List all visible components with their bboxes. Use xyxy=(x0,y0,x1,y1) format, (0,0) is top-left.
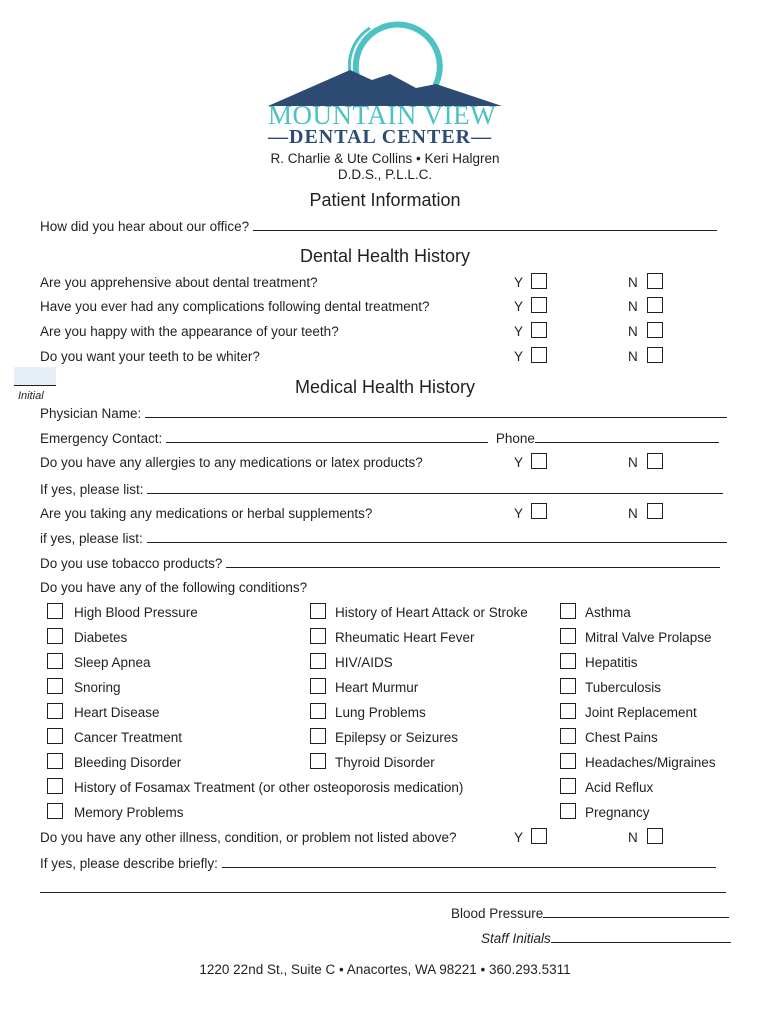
describe-row xyxy=(40,855,716,872)
dental-q2: Have you ever had any complications following dental treatment? xyxy=(40,299,430,314)
dental-q4-yes-label: Y xyxy=(514,349,524,364)
condition-checkbox-heart-murmur[interactable] xyxy=(310,678,326,694)
other-illness-question: Do you have any other illness, condition, or problem not listed above? xyxy=(40,830,457,845)
dental-q1-yes-checkbox[interactable] xyxy=(531,273,547,289)
describe-label: If yes, please describe briefly: xyxy=(40,856,218,871)
condition-checkbox-asthma[interactable] xyxy=(560,603,576,619)
dental-q3-yes-label: Y xyxy=(514,324,524,339)
condition-checkbox-hiv-aids[interactable] xyxy=(310,653,326,669)
dental-q2-yes-label: Y xyxy=(514,299,524,314)
condition-label-joint-replacement: Joint Replacement xyxy=(585,705,697,720)
medications-list-row xyxy=(40,530,727,547)
allergies-list-row xyxy=(40,481,723,498)
condition-checkbox-hepatitis[interactable] xyxy=(560,653,576,669)
patient-info-heading: Patient Information xyxy=(309,190,461,210)
dental-q3: Are you happy with the appearance of your teeth? xyxy=(40,324,339,339)
condition-label-sleep-apnea: Sleep Apnea xyxy=(74,655,151,670)
condition-label-cancer-treatment: Cancer Treatment xyxy=(74,730,183,745)
emergency-label: Emergency Contact: xyxy=(40,431,163,446)
condition-label-mitral-valve-prolapse: Mitral Valve Prolapse xyxy=(585,630,712,645)
medications-yes-label: Y xyxy=(514,506,524,521)
condition-checkbox-joint-replacement[interactable] xyxy=(560,703,576,719)
describe-field[interactable] xyxy=(222,855,716,868)
condition-checkbox-high-blood-pressure[interactable] xyxy=(47,603,63,619)
condition-checkbox-tuberculosis[interactable] xyxy=(560,678,576,694)
medications-no-label: N xyxy=(628,506,638,521)
dental-q1: Are you apprehensive about dental treatment? xyxy=(40,275,318,290)
allergies-list-field[interactable] xyxy=(147,481,723,494)
allergies-no-checkbox[interactable] xyxy=(647,453,663,469)
condition-checkbox-pregnancy[interactable] xyxy=(560,803,576,819)
other-illness-yes-label: Y xyxy=(514,830,524,845)
tobacco-row xyxy=(40,555,720,572)
other-illness-yes-checkbox[interactable] xyxy=(531,828,547,844)
staff-initials-field[interactable] xyxy=(551,930,731,943)
dental-q1-no-checkbox[interactable] xyxy=(647,273,663,289)
physician-label: Physician Name: xyxy=(40,406,142,421)
tobacco-label: Do you use tobacco products? xyxy=(40,556,223,571)
dental-q4: Do you want your teeth to be whiter? xyxy=(40,349,260,364)
allergies-yes-checkbox[interactable] xyxy=(531,453,547,469)
condition-label-fosamax: History of Fosamax Treatment (or other osteoporosis medication) xyxy=(74,780,464,795)
medical-heading: Medical Health History xyxy=(294,377,476,397)
condition-label-snoring: Snoring xyxy=(74,680,121,695)
physician-field[interactable] xyxy=(145,405,727,418)
condition-checkbox-heart-attack-stroke[interactable] xyxy=(310,603,326,619)
condition-checkbox-acid-reflux[interactable] xyxy=(560,778,576,794)
staff-initials-row xyxy=(481,930,731,947)
footer-address: 1220 22nd St., Suite C • Anacortes, WA 98221 • 360.293.5311 xyxy=(199,962,571,977)
mountain-logo-graphic xyxy=(240,18,530,108)
dental-q1-no-label: N xyxy=(628,275,638,290)
condition-label-headaches-migraines: Headaches/Migraines xyxy=(585,755,716,770)
doctor-names: R. Charlie & Ute Collins • Keri Halgren xyxy=(270,151,500,166)
medications-list-label: if yes, please list: xyxy=(40,531,143,546)
condition-label-heart-murmur: Heart Murmur xyxy=(335,680,419,695)
condition-checkbox-diabetes[interactable] xyxy=(47,628,63,644)
tobacco-field[interactable] xyxy=(226,555,720,568)
condition-checkbox-lung-problems[interactable] xyxy=(310,703,326,719)
condition-label-heart-attack-stroke: History of Heart Attack or Stroke xyxy=(335,605,528,620)
hear-about-field[interactable] xyxy=(253,218,717,231)
phone-label: Phone xyxy=(495,431,535,446)
other-illness-no-label: N xyxy=(628,830,638,845)
condition-label-thyroid-disorder: Thyroid Disorder xyxy=(335,755,435,770)
condition-label-memory-problems: Memory Problems xyxy=(74,805,184,820)
allergies-question: Do you have any allergies to any medications or latex products? xyxy=(40,455,423,470)
doctor-credentials: D.D.S., P.L.L.C. xyxy=(337,167,433,182)
dental-q2-no-label: N xyxy=(628,299,638,314)
condition-checkbox-headaches-migraines[interactable] xyxy=(560,753,576,769)
condition-label-diabetes: Diabetes xyxy=(74,630,128,645)
medications-list-field[interactable] xyxy=(147,530,727,543)
staff-initials-label: Staff Initials xyxy=(481,931,551,946)
condition-checkbox-snoring[interactable] xyxy=(47,678,63,694)
allergies-list-label: If yes, please list: xyxy=(40,482,144,497)
condition-checkbox-thyroid-disorder[interactable] xyxy=(310,753,326,769)
condition-label-tuberculosis: Tuberculosis xyxy=(585,680,662,695)
medications-question: Are you taking any medications or herbal supplements? xyxy=(40,506,373,521)
describe-field-line2[interactable] xyxy=(40,878,726,893)
blood-pressure-row xyxy=(451,905,729,922)
hear-about-label: How did you hear about our office? xyxy=(40,219,250,234)
condition-checkbox-epilepsy-seizures[interactable] xyxy=(310,728,326,744)
condition-label-lung-problems: Lung Problems xyxy=(335,705,426,720)
condition-label-chest-pains: Chest Pains xyxy=(585,730,658,745)
condition-checkbox-heart-disease[interactable] xyxy=(47,703,63,719)
medications-no-checkbox[interactable] xyxy=(647,503,663,519)
dental-q4-yes-checkbox[interactable] xyxy=(531,347,547,363)
condition-label-heart-disease: Heart Disease xyxy=(74,705,160,720)
other-illness-no-checkbox[interactable] xyxy=(647,828,663,844)
logo-name-line2: —DENTAL CENTER— xyxy=(268,126,493,148)
condition-label-rheumatic-heart-fever: Rheumatic Heart Fever xyxy=(335,630,475,645)
allergies-no-label: N xyxy=(628,455,638,470)
condition-label-hiv-aids: HIV/AIDS xyxy=(335,655,393,670)
allergies-yes-label: Y xyxy=(514,455,524,470)
blood-pressure-label: Blood Pressure xyxy=(451,906,544,921)
dental-q2-no-checkbox[interactable] xyxy=(647,297,663,313)
condition-checkbox-chest-pains[interactable] xyxy=(560,728,576,744)
condition-checkbox-memory-problems[interactable] xyxy=(47,803,63,819)
logo xyxy=(240,18,530,148)
dental-q4-no-checkbox[interactable] xyxy=(647,347,663,363)
condition-checkbox-sleep-apnea[interactable] xyxy=(47,653,63,669)
hear-about-row xyxy=(40,218,717,235)
condition-label-pregnancy: Pregnancy xyxy=(585,805,650,820)
condition-checkbox-fosamax[interactable] xyxy=(47,778,63,794)
condition-label-hepatitis: Hepatitis xyxy=(585,655,638,670)
dental-q1-yes-label: Y xyxy=(514,275,524,290)
blood-pressure-field[interactable] xyxy=(543,905,729,918)
dental-q3-no-checkbox[interactable] xyxy=(647,322,663,338)
condition-checkbox-rheumatic-heart-fever[interactable] xyxy=(310,628,326,644)
dental-heading: Dental Health History xyxy=(299,246,471,266)
dental-q3-no-label: N xyxy=(628,324,638,339)
initial-label: Initial xyxy=(18,390,44,402)
physician-row xyxy=(40,405,727,422)
condition-label-acid-reflux: Acid Reflux xyxy=(585,780,654,795)
condition-label-asthma: Asthma xyxy=(585,605,631,620)
medications-yes-checkbox[interactable] xyxy=(531,503,547,519)
dental-q4-no-label: N xyxy=(628,349,638,364)
phone-field[interactable] xyxy=(535,430,719,443)
condition-label-epilepsy-seizures: Epilepsy or Seizures xyxy=(335,730,459,745)
dental-q2-yes-checkbox[interactable] xyxy=(531,297,547,313)
dental-q3-yes-checkbox[interactable] xyxy=(531,322,547,338)
condition-checkbox-cancer-treatment[interactable] xyxy=(47,728,63,744)
condition-label-bleeding-disorder: Bleeding Disorder xyxy=(74,755,182,770)
emergency-row xyxy=(40,430,719,447)
condition-checkbox-bleeding-disorder[interactable] xyxy=(47,753,63,769)
conditions-question: Do you have any of the following conditions? xyxy=(40,580,308,595)
logo-name-line1: MOUNTAIN VIEW xyxy=(268,100,497,130)
condition-checkbox-mitral-valve-prolapse[interactable] xyxy=(560,628,576,644)
condition-label-high-blood-pressure: High Blood Pressure xyxy=(74,605,198,620)
emergency-field[interactable] xyxy=(166,430,488,443)
